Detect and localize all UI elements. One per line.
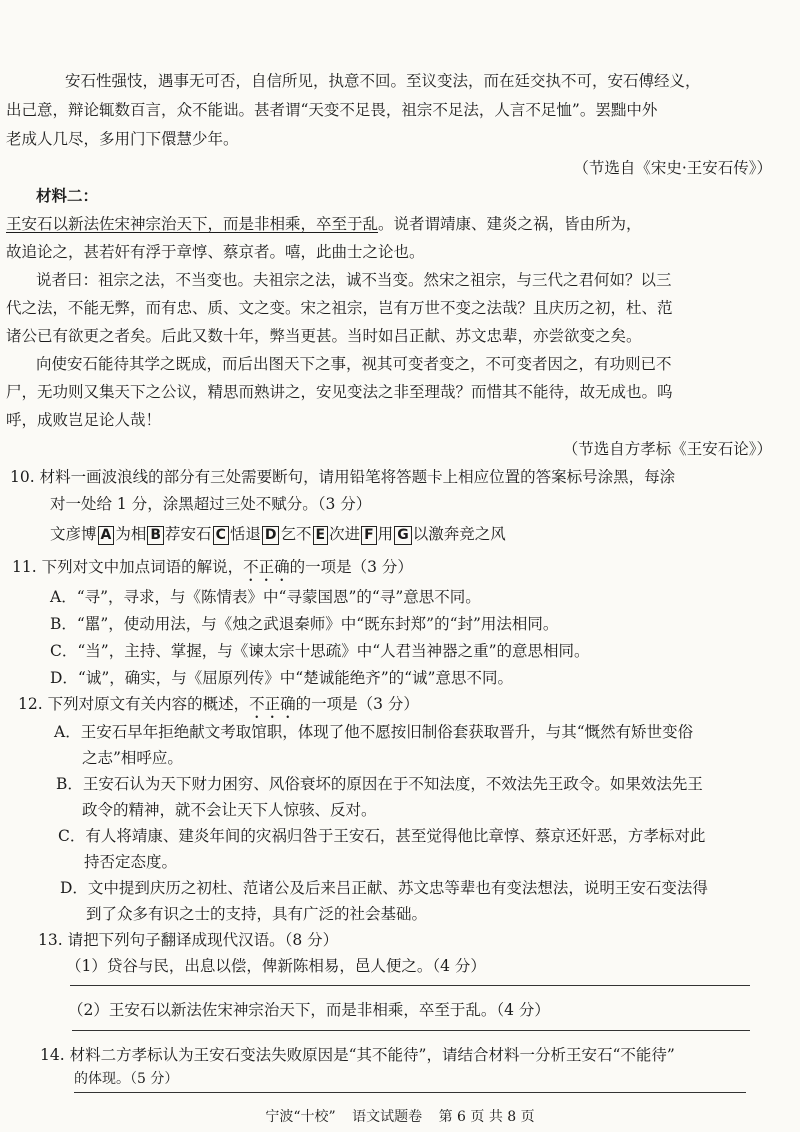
emphasis-text: 不正确 xyxy=(249,695,296,713)
material2-line xyxy=(6,213,642,235)
q11-option-b: B．“嚚”，使动用法，与《烛之武退秦师》中“既东封郑”的“封”用法相同。 xyxy=(50,615,559,633)
page-footer xyxy=(0,1106,800,1126)
material1-line: 出己意，辩论辄数百言，众不能诎。甚者谓“天变不足畏，祖宗不足法，人言不足恤”。罢黜中外 xyxy=(6,101,658,119)
footer-page-number: 第 6 页 共 8 页 xyxy=(438,1109,535,1125)
q12-option-d-cont: 到了众多有识之士的支持，具有广泛的社会基础。 xyxy=(86,905,428,923)
break-mark-e[interactable]: E xyxy=(313,526,329,545)
question-text: 的一项是（3 分） xyxy=(289,558,413,576)
q10-stem xyxy=(10,466,675,488)
material2-line: 呼，成败岂足论人哉！ xyxy=(6,411,162,429)
material2-source: （节选自方孝标《王安石论》） xyxy=(562,440,772,458)
q12-option-a-cont: 之志”相呼应。 xyxy=(82,749,183,767)
paragraph-text: 。说者谓靖康、建炎之祸，皆由所为， xyxy=(378,215,642,233)
material2-line: 尸，无功则又集天下之公议，精思而熟讲之，安见变法之非至理哉？而惜其不能待，故无成也。呜 xyxy=(6,383,673,401)
break-mark-g[interactable]: G xyxy=(394,526,412,545)
underlined-sentence: 王安石以新法佐宋神宗治天下，而是非相乘，卒至于乱 xyxy=(6,215,379,233)
material2-line: 代之法，不能无弊，而有忠、质、文之变。宋之祖宗，岂有万世不变之法哉？且庆历之初，杜、范 xyxy=(6,299,673,317)
q14-stem-cont: 的体现。（5 分） xyxy=(74,1071,179,1087)
q12-stem xyxy=(18,693,419,722)
footer-paper: 语文试题卷 xyxy=(352,1109,423,1125)
material1-source: （节选自《宋史·王安石传》） xyxy=(573,159,772,177)
q12-option-c: C．有人将靖康、建炎年间的灾祸归咎于王安石，甚至觉得他比章惇、蔡京还奸恶，方孝标对此 xyxy=(58,827,706,845)
answer-line[interactable] xyxy=(74,1092,746,1093)
segment-text: 乞不 xyxy=(280,525,312,543)
q13-sentence-1: （1）贷谷与民，出息以偿，俾新陈相易，邑人便之。（4 分） xyxy=(66,957,486,975)
q12-option-c-cont: 持否定态度。 xyxy=(84,853,178,871)
material2-line: 故追论之，甚若奸有浮于章惇、蔡京者。嘻，此曲士之论也。 xyxy=(6,243,425,261)
material1-line: 老成人几尽，多用门下儇慧少年。 xyxy=(6,130,239,148)
q12-option-b: B．王安石认为天下财力困穷、风俗衰坏的原因在于不知法度，不效法先王政令。如果效法先王 xyxy=(56,775,703,793)
break-mark-d[interactable]: D xyxy=(262,526,280,545)
segment-text: 为相 xyxy=(115,525,147,543)
q14-stem xyxy=(40,1044,675,1066)
q13-stem xyxy=(38,929,338,951)
segment-text: 以激奔竞之风 xyxy=(412,525,506,543)
q11-option-c: C．“当”，主持、掌握，与《谏太宗十思疏》中“人君当神器之重”的意思相同。 xyxy=(50,642,590,660)
q10-segmented-sentence xyxy=(50,523,506,545)
footer-school: 宁波“十校” xyxy=(265,1109,336,1125)
material1-line xyxy=(34,70,701,92)
paragraph-text: 安石性强忮，遇事无可否，自信所见，执意不回。至议变法，而在廷交执不可，安石傅经义， xyxy=(65,72,701,90)
material2-line: 说者曰：祖宗之法，不当变也。夫祖宗之法，诚不当变。然宋之祖宗，与三代之君何如？以三 xyxy=(36,271,672,289)
segment-text: 用 xyxy=(377,525,394,543)
break-mark-b[interactable]: B xyxy=(147,526,164,545)
question-number: 13. xyxy=(38,931,63,949)
break-mark-f[interactable]: F xyxy=(361,526,377,545)
question-text: 下列对文中加点词语的解说， xyxy=(41,558,244,576)
q11-stem xyxy=(12,556,413,585)
answer-line[interactable] xyxy=(72,1030,750,1031)
q12-option-d: D．文中提到庆历之初杜、范诸公及后来吕正献、苏文忠等辈也有变法想法，说明王安石变法得 xyxy=(60,879,708,897)
q10-stem-cont: 对一处给 1 分，涂黑超过三处不赋分。（3 分） xyxy=(50,495,372,513)
question-text: 材料二方孝标认为王安石变法失败原因是“其不能待”，请结合材料一分析王安石“不能待” xyxy=(69,1046,675,1064)
break-mark-c[interactable]: C xyxy=(213,526,229,545)
q12-option-b-cont: 政令的精神，就不会让天下人惊骇、反对。 xyxy=(82,801,377,819)
segment-text: 次进 xyxy=(329,525,361,543)
question-number: 11. xyxy=(12,558,37,576)
question-text: 的一项是（3 分） xyxy=(295,695,419,713)
question-number: 10. xyxy=(10,468,35,486)
emphasis-text: 不正确 xyxy=(243,558,290,576)
answer-line[interactable] xyxy=(70,985,750,986)
question-text: 请把下列句子翻译成现代汉语。（8 分） xyxy=(67,931,339,949)
material2-line: 诸公已有欲更之者矣。后此又数十年，弊当更甚。当时如吕正献、苏文忠辈，亦尝欲变之矣。 xyxy=(6,327,642,345)
segment-text: 恬退 xyxy=(229,525,261,543)
q11-option-d: D．“诚”，确实，与《屈原列传》中“楚诚能绝齐”的“诚”意思不同。 xyxy=(50,669,513,687)
material2-line: 向使安石能待其学之既成，而后出图天下之事，视其可变者变之，不可变者因之，有功则已不 xyxy=(36,355,672,373)
question-text: 材料一画波浪线的部分有三处需要断句，请用铅笔将答题卡上相应位置的答案标号涂黑，每涂 xyxy=(39,468,676,486)
break-mark-a[interactable]: A xyxy=(98,526,115,545)
segment-text: 荐安石 xyxy=(165,525,212,543)
q13-sentence-2: （2）王安石以新法佐宋神宗治天下，而是非相乘，卒至于乱。（4 分） xyxy=(68,1001,550,1019)
material2-heading: 材料二： xyxy=(36,186,99,205)
q11-option-a: A．“寻”，寻求，与《陈情表》中“寻蒙国恩”的“寻”意思不同。 xyxy=(50,588,481,606)
q12-option-a: A．王安石早年拒绝献文考取馆职，体现了他不愿按旧制俗套获取晋升，与其“慨然有矫世变俗 xyxy=(54,723,694,741)
question-number: 14. xyxy=(40,1046,65,1064)
question-number: 12. xyxy=(18,695,43,713)
question-text: 下列对原文有关内容的概述， xyxy=(47,695,250,713)
segment-text: 文彦博 xyxy=(50,525,97,543)
